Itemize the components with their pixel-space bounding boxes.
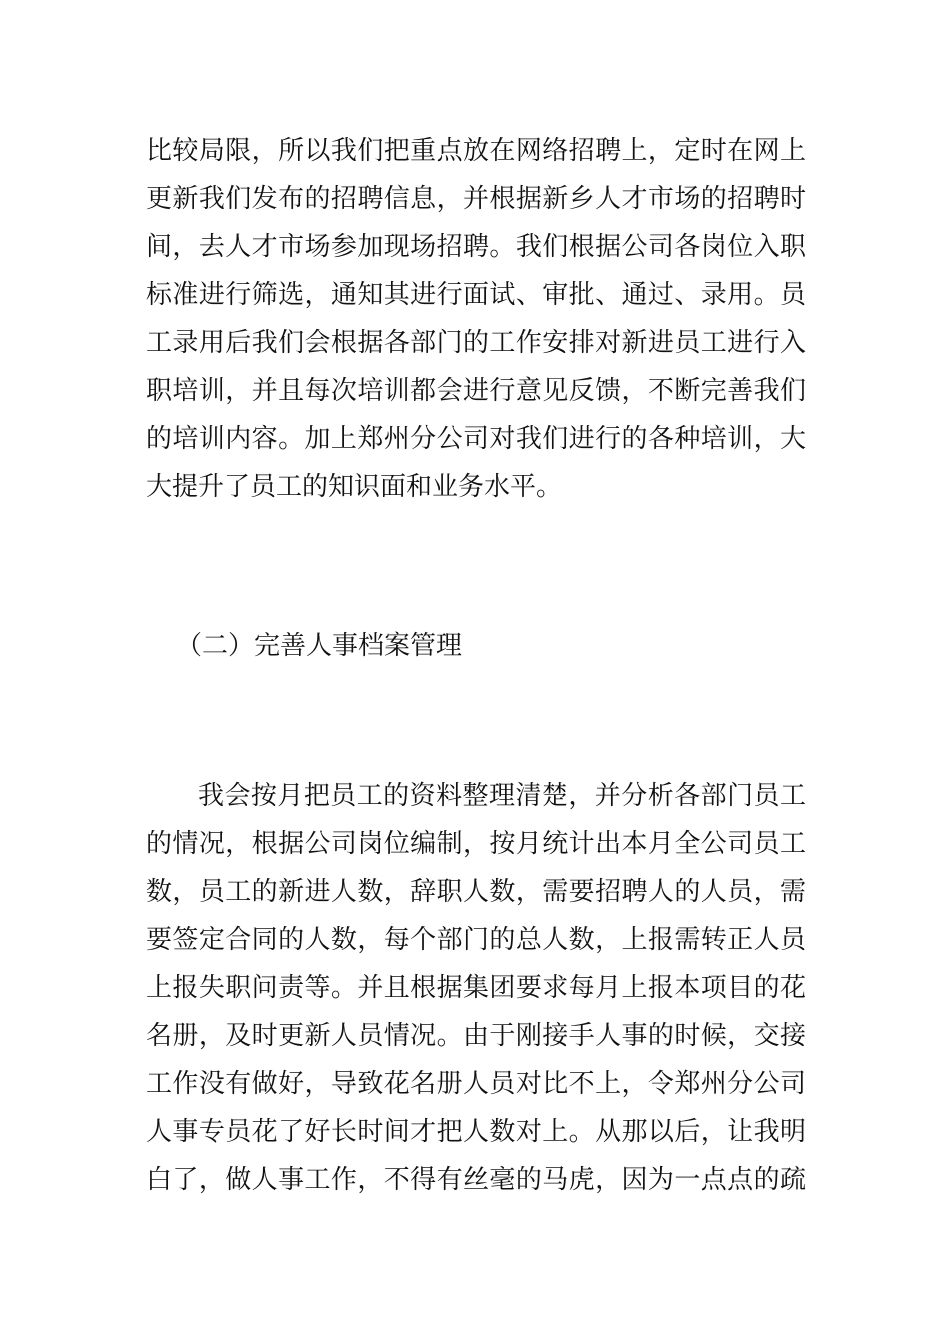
paragraph-recruitment <box>146 127 806 511</box>
text-line: 标准进行筛选，通知其进行面试、审批、通过、录用。员 <box>146 280 806 310</box>
text-line: 数，员工的新进人数，辞职人数，需要招聘人的人员，需 <box>146 877 806 907</box>
text-line: 大提升了员工的知识面和业务水平。 <box>146 472 563 502</box>
text-line: 工录用后我们会根据各部门的工作安排对新进员工进行入 <box>146 328 806 358</box>
section-heading: （二）完善人事档案管理 <box>176 631 463 661</box>
text-line: 工作没有做好，导致花名册人员对比不上，令郑州分公司 <box>146 1069 806 1099</box>
paragraph-personnel-files <box>146 772 806 1204</box>
text-line: 职培训，并且每次培训都会进行意见反馈，不断完善我们 <box>146 376 806 406</box>
text-line: 更新我们发布的招聘信息，并根据新乡人才市场的招聘时 <box>146 184 806 214</box>
text-line: 的培训内容。加上郑州分公司对我们进行的各种培训，大 <box>146 424 806 454</box>
text-line: 间，去人才市场参加现场招聘。我们根据公司各岗位入职 <box>146 232 806 262</box>
text-line: 比较局限，所以我们把重点放在网络招聘上，定时在网上 <box>146 136 806 166</box>
text-line: 上报失职问责等。并且根据集团要求每月上报本项目的花 <box>146 973 806 1003</box>
text-line: 名册，及时更新人员情况。由于刚接手人事的时候，交接 <box>146 1021 806 1051</box>
text-line: 我会按月把员工的资料整理清楚，并分析各部门员工 <box>198 781 806 811</box>
text-line: 白了，做人事工作，不得有丝毫的马虎，因为一点点的疏 <box>146 1165 806 1195</box>
text-line: 的情况，根据公司岗位编制，按月统计出本月全公司员工 <box>146 829 806 859</box>
text-line: 人事专员花了好长时间才把人数对上。从那以后，让我明 <box>146 1117 806 1147</box>
text-line: 要签定合同的人数，每个部门的总人数，上报需转正人员 <box>146 925 806 955</box>
